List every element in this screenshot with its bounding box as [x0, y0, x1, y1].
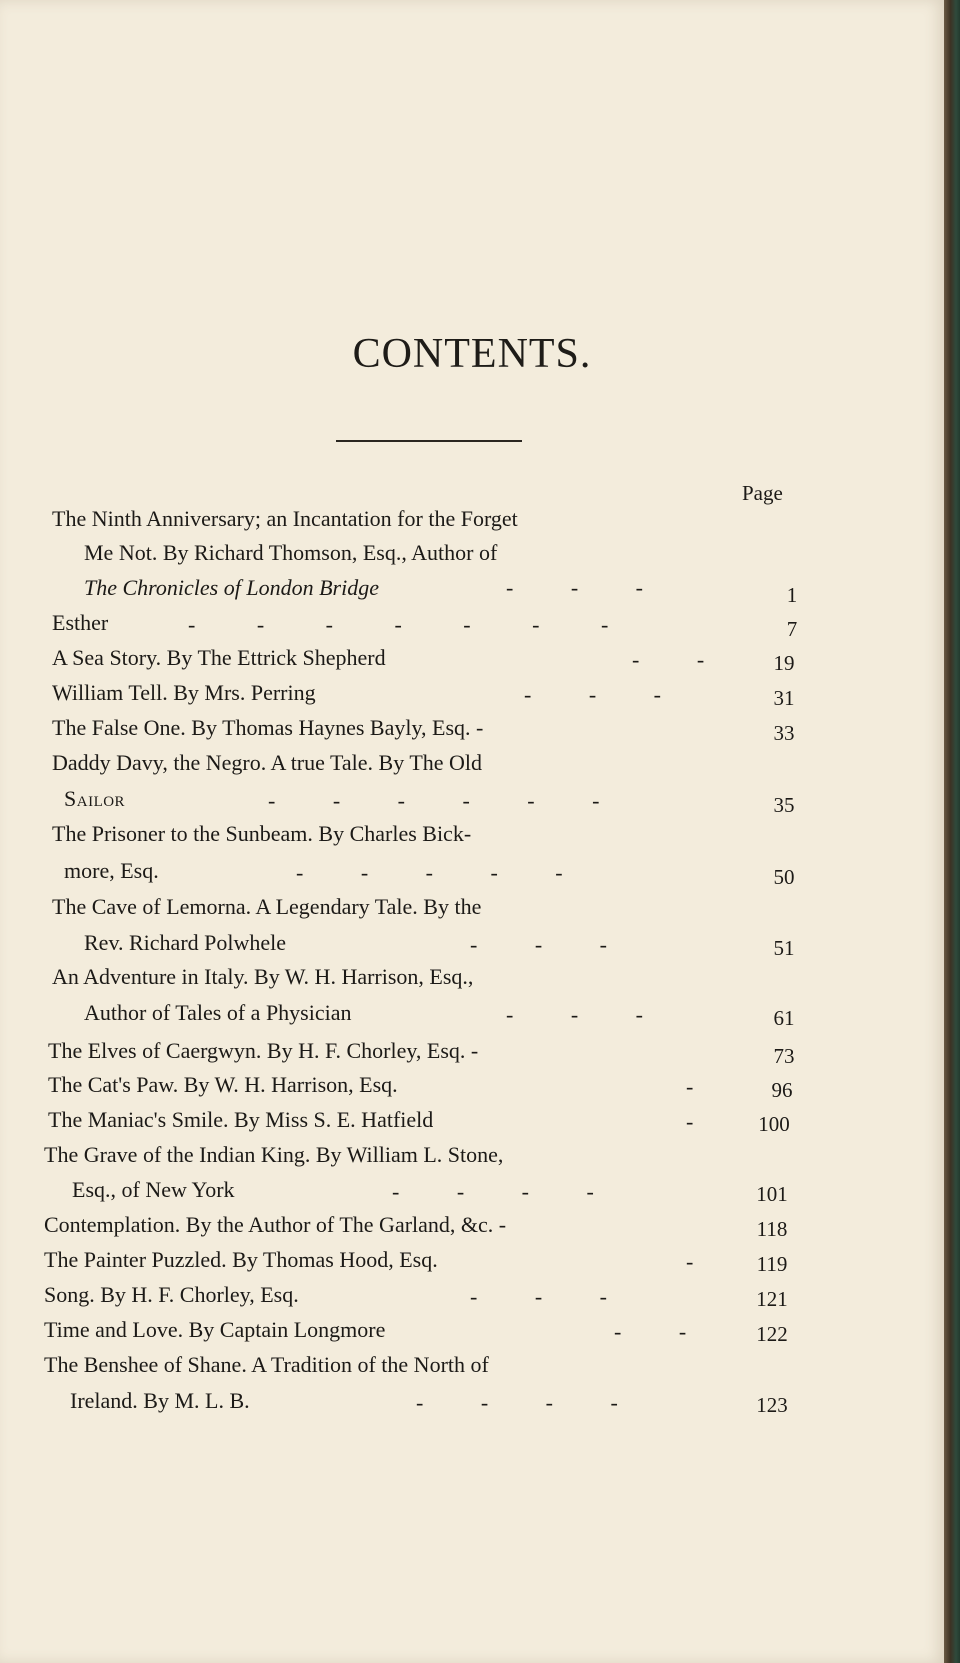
toc-entry-line: Sailor: [64, 786, 126, 811]
toc-page-number: 1: [786, 583, 798, 607]
dash-leader: -: [686, 1249, 694, 1274]
toc-entry-line: The Chronicles of London Bridge: [84, 575, 379, 600]
toc-entry-line: Song. By H. F. Chorley, Esq.: [44, 1282, 299, 1307]
dash-leader: - -: [632, 647, 705, 672]
toc-entry-line: An Adventure in Italy. By W. H. Harrison, Esq.,: [52, 964, 474, 989]
toc-page-number: 96: [771, 1078, 793, 1102]
toc-entry-line: Rev. Richard Polwhele: [84, 930, 287, 955]
toc-entry-line: Esq., of New York: [72, 1177, 235, 1202]
toc-page-number: 100: [758, 1112, 790, 1136]
toc-entry-line: The False One. By Thomas Haynes Bayly, Esq. -: [52, 715, 484, 740]
toc-page-number: 122: [756, 1322, 788, 1346]
toc-page-number: 101: [756, 1182, 788, 1206]
toc-entry-line: Contemplation. By the Author of The Garland, &c. -: [44, 1212, 507, 1237]
toc-entry-line: Me Not. By Richard Thomson, Esq., Author of: [84, 540, 498, 565]
dash-leader: -: [686, 1074, 694, 1099]
toc-page-number: 35: [773, 793, 795, 817]
toc-entry-line: more, Esq.: [64, 858, 159, 883]
toc-entry-line: The Ninth Anniversary; an Incantation for the Forget: [52, 506, 518, 531]
toc-entry-line: The Cave of Lemorna. A Legendary Tale. By the: [52, 894, 482, 919]
toc-page-number: 33: [773, 721, 795, 745]
dash-leader: - - -: [506, 575, 643, 600]
page-column-label: Page: [742, 481, 783, 505]
dash-leader: -: [686, 1109, 694, 1134]
toc-page-number: 119: [756, 1252, 788, 1276]
page-title: CONTENTS.: [352, 331, 592, 377]
toc-entry-line: The Elves of Caergwyn. By H. F. Chorley, Esq. -: [48, 1038, 479, 1063]
dash-leader: - - -: [524, 682, 661, 707]
toc-entry-line: Ireland. By M. L. B.: [70, 1388, 250, 1413]
toc-page-number: 31: [773, 686, 795, 710]
toc-entry-line: The Benshee of Shane. A Tradition of the North of: [44, 1352, 489, 1377]
toc-page-number: 61: [773, 1006, 795, 1030]
toc-page-number: 50: [773, 865, 795, 889]
dash-leader: - - - -: [416, 1390, 618, 1415]
dash-leader: - - - -: [392, 1179, 594, 1204]
dash-leader: - - -: [470, 1284, 607, 1309]
dash-leader: - - -: [470, 932, 607, 957]
toc-page-number: 123: [756, 1393, 788, 1417]
toc-page-number: 19: [773, 651, 795, 675]
dash-leader: - -: [614, 1319, 687, 1344]
toc-entry-line: William Tell. By Mrs. Perring: [52, 680, 316, 705]
toc-entry-line: The Painter Puzzled. By Thomas Hood, Esq.: [44, 1247, 438, 1272]
toc-entry-line: Time and Love. By Captain Longmore: [44, 1317, 386, 1342]
dash-leader: - - - - - -: [268, 788, 600, 813]
toc-entry-line: The Maniac's Smile. By Miss S. E. Hatfield: [48, 1107, 434, 1132]
page-edge: [944, 0, 960, 1663]
toc-entry-line: Author of Tales of a Physician: [84, 1000, 352, 1025]
toc-entry-line: The Cat's Paw. By W. H. Harrison, Esq.: [48, 1072, 398, 1097]
toc-entry-line: The Prisoner to the Sunbeam. By Charles Bick-: [52, 821, 472, 846]
toc-entry-line: The Grave of the Indian King. By William L. Stone,: [44, 1142, 504, 1167]
dash-leader: - - - - - - -: [188, 612, 609, 637]
dash-leader: - - - - -: [296, 860, 563, 885]
toc-page-number: 121: [756, 1287, 788, 1311]
toc-entry-line: Esther: [52, 610, 109, 635]
toc-entry-line: A Sea Story. By The Ettrick Shepherd: [52, 645, 386, 670]
toc-page-number: 7: [786, 617, 798, 641]
toc-page-number: 51: [773, 936, 795, 960]
toc-entry-line: Daddy Davy, the Negro. A true Tale. By The Old: [52, 750, 483, 775]
toc-page-number: 118: [756, 1217, 788, 1241]
toc-page-number: 73: [773, 1044, 795, 1068]
dash-leader: - - -: [506, 1002, 643, 1027]
